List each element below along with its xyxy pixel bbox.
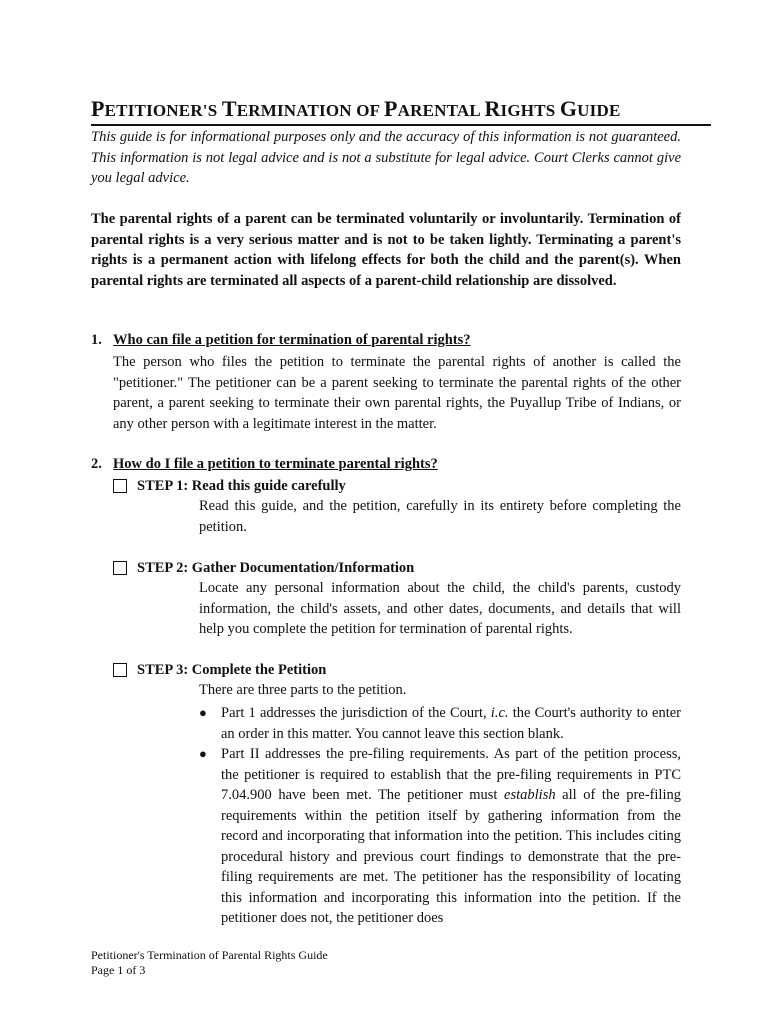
disclaimer-text: This guide is for informational purposes only and the accuracy of this information is not guaranteed. This information is not legal advice and is not a substitute for legal advice. Court Clerks cannot give you legal advice.: [91, 129, 681, 186]
bullet-icon: ●: [199, 705, 207, 720]
petition-parts-list: [199, 703, 681, 929]
page-title: PETITIONER'S TERMINATION OF PARENTAL RIGHTS GUIDE: [91, 96, 711, 126]
question-2-number: 2.: [91, 456, 102, 472]
footer-page-number: Page 1 of 3: [91, 963, 146, 977]
intro-paragraph: The parental rights of a parent can be terminated voluntarily or involuntarily. Termination of parental rights is a very serious matter and is not to be taken lightly. Terminating a parent's rights is a permanent action with lifelong effects for both the child and the parent(s). When parental rights are terminated all aspects of a parent-child relationship are dissolved.: [91, 211, 681, 290]
bullet-icon: ●: [199, 746, 207, 761]
page-footer: [91, 948, 328, 978]
step-1-row: [113, 476, 346, 496]
step-2-title: STEP 2: Gather Documentation/Information: [137, 559, 415, 576]
step-3-row: [113, 660, 326, 680]
list-item: ● Part II addresses the pre-filing requirements. As part of the petition process, the petitioner is required to establish that the pre-filing requirements in PTC 7.04.900 have been met. The petitioner must establish all of the pre-filing requirements within the petition itself by gathering information from the record and incorporating that information into the petition. This includes citing procedural history and previous court findings to demonstrate that the pre-filing requirements are met. The petitioner has the responsibility of locating this information and incorporating this information into the petition. If the petitioner does not, the petitioner does: [199, 746, 681, 926]
question-2-heading: How do I file a petition to terminate parental rights?: [113, 456, 438, 472]
step-1-title: STEP 1: Read this guide carefully: [137, 477, 346, 494]
list-item: ● Part 1 addresses the jurisdiction of the Court, i.c. the Court's authority to enter an order in this matter. You cannot leave this section blank.: [199, 705, 681, 742]
step-2-body: Locate any personal information about the child, the child's parents, custody information, the child's assets, and other dates, documents, and details that will help you complete the petition for termination of parental rights.: [199, 580, 681, 637]
step-3-checkbox[interactable]: [113, 663, 127, 677]
question-1-heading: Who can file a petition for termination of parental rights?: [113, 332, 471, 348]
step-1-body: Read this guide, and the petition, carefully in its entirety before completing the petition.: [199, 498, 681, 535]
question-1-number: 1.: [91, 332, 102, 348]
footer-title: Petitioner's Termination of Parental Rights Guide: [91, 948, 328, 962]
step-3-title: STEP 3: Complete the Petition: [137, 661, 327, 678]
step-3-body: There are three parts to the petition.: [199, 682, 407, 698]
step-2-row: [113, 558, 414, 578]
step-1-checkbox[interactable]: [113, 479, 127, 493]
step-2-checkbox[interactable]: [113, 561, 127, 575]
question-1-body: The person who files the petition to terminate the parental rights of another is called the "petitioner." The petitioner can be a parent seeking to terminate the parental rights of the other parent, a parent seeking to terminate their own parental rights, the Puyallup Tribe of Indians, or any other person with a legitimate interest in the matter.: [113, 354, 681, 432]
